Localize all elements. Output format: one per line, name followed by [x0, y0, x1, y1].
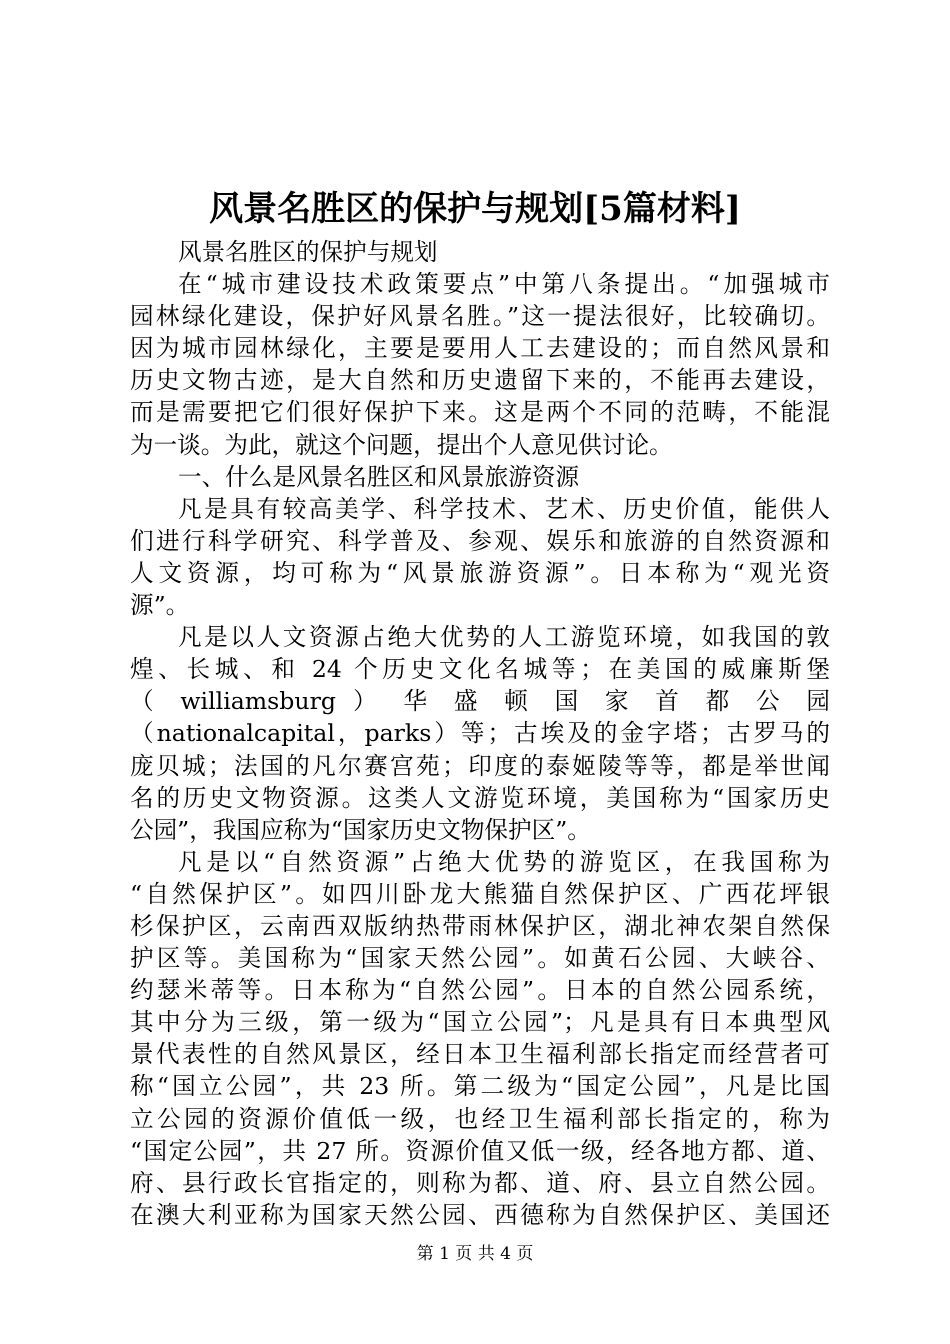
paragraph-line: “自然保护区”。如四川卧龙大熊猫自然保护区、广西花坪银 — [130, 879, 830, 908]
section-subtitle: 风景名胜区的保护与规划 — [178, 238, 438, 266]
paragraph-line: 在澳大利亚称为国家天然公园、西德称为自然保护区、美国还 — [130, 1200, 830, 1229]
paragraph-line: 历史文物古迹，是大自然和历史遗留下来的，不能再去建设， — [130, 366, 830, 395]
paragraph-line: （ williamsburg ） 华 盛 顿 国 家 首 都 公 园 — [130, 687, 830, 716]
paragraph-line: 凡是具有较高美学、科学技术、艺术、历史价值，能供人 — [178, 494, 830, 523]
paragraph-line: 府、县行政长官指定的，则称为都、道、府、县立自然公园。 — [130, 1168, 830, 1197]
paragraph-line: （nationalcapital，parks）等；古埃及的金字塔；古罗马的 — [130, 719, 830, 748]
paragraph-line: “国定公园”，共 27 所。资源价值又低一级，经各地方都、道、 — [130, 1136, 830, 1165]
section-heading: 一、什么是风景名胜区和风景旅游资源 — [178, 462, 580, 491]
paragraph-line: 庞贝城；法国的凡尔赛宫苑；印度的泰姬陵等等，都是举世闻 — [130, 751, 830, 780]
paragraph-line: 为一谈。为此，就这个问题，提出个人意见供讨论。 — [130, 430, 673, 459]
paragraph-line: 而是需要把它们很好保护下来。这是两个不同的范畴，不能混 — [130, 398, 830, 427]
paragraph-line: 凡是以人文资源占绝大优势的人工游览环境，如我国的敦 — [178, 623, 830, 652]
page-footer: 第 1 页 共 4 页 — [416, 1244, 534, 1264]
paragraph-line: 名的历史文物资源。这类人文游览环境，美国称为“国家历史 — [130, 783, 830, 812]
paragraph-line: 因为城市园林绿化，主要是要用人工去建设的；而自然风景和 — [130, 334, 830, 363]
paragraph-line: 凡是以“自然资源”占绝大优势的游览区，在我国称为 — [178, 847, 830, 876]
paragraph-line: 在“城市建设技术政策要点”中第八条提出。“加强城市 — [178, 270, 830, 299]
document-body — [130, 236, 830, 1231]
paragraph-line: 景代表性的自然风景区，经日本卫生福利部长指定而经营者可 — [130, 1040, 830, 1069]
paragraph-line: 护区等。美国称为“国家天然公园”。如黄石公园、大峡谷、 — [130, 944, 830, 973]
paragraph-line: 煌、长城、和 24 个历史文化名城等；在美国的威廉斯堡 — [130, 655, 830, 684]
document-title: 风景名胜区的保护与规划[5篇材料] — [209, 189, 741, 229]
paragraph-line: 约瑟米蒂等。日本称为“自然公园”。日本的自然公园系统， — [130, 976, 830, 1005]
paragraph-line: 源”。 — [130, 591, 190, 620]
paragraph-line: 称“国立公园”，共 23 所。第二级为“国定公园”，凡是比国 — [130, 1072, 830, 1101]
paragraph-line: 其中分为三级，第一级为“国立公园”；凡是具有日本典型风 — [130, 1008, 830, 1037]
paragraph-line: 们进行科学研究、科学普及、参观、娱乐和旅游的自然资源和 — [130, 526, 830, 555]
paragraph-line: 立公园的资源价值低一级，也经卫生福利部长指定的，称为 — [130, 1104, 830, 1133]
paragraph-line: 公园”，我国应称为“国家历史文物保护区”。 — [130, 815, 591, 844]
paragraph-line: 园林绿化建设，保护好风景名胜。”这一提法很好，比较确切。 — [130, 302, 830, 331]
paragraph-line: 人文资源，均可称为“风景旅游资源”。日本称为“观光资 — [130, 558, 830, 587]
paragraph-line: 杉保护区，云南西双版纳热带雨林保护区，湖北神农架自然保 — [130, 911, 830, 940]
